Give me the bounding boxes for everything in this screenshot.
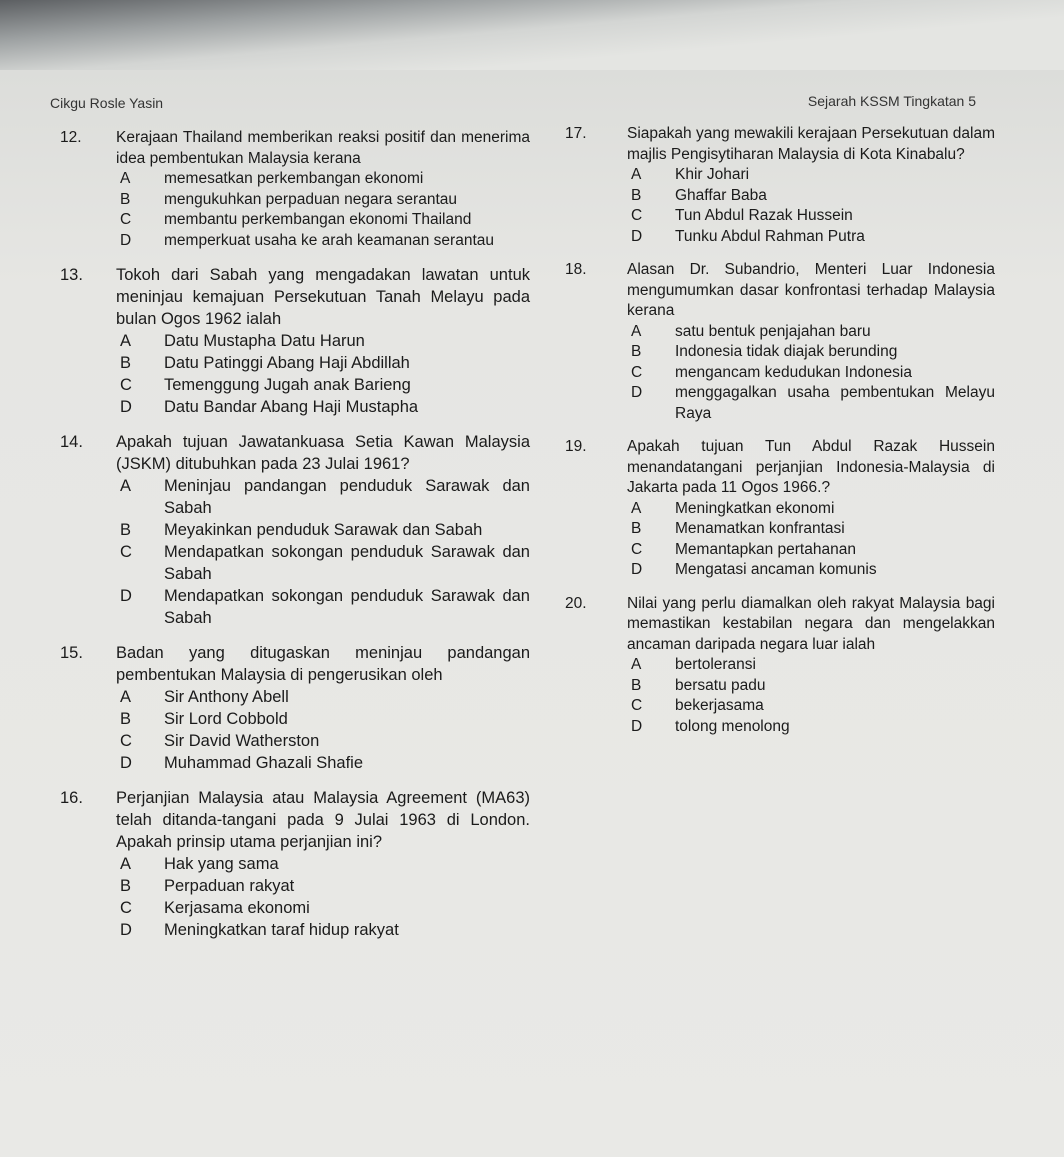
option-text: tolong menolong bbox=[675, 717, 790, 735]
option-d bbox=[116, 585, 530, 629]
question-stem bbox=[565, 260, 995, 322]
option-text: Meyakinkan penduduk Sarawak dan Sabah bbox=[164, 521, 483, 539]
header-subject: Sejarah KSSM Tingkatan 5 bbox=[807, 93, 976, 109]
option-letter: A bbox=[631, 322, 642, 340]
option-text: menggagalkan usaha pembentukan Melayu Raya bbox=[675, 384, 995, 422]
option-text: Datu Mustapha Datu Harun bbox=[164, 332, 365, 350]
option-text: Temenggung Jugah anak Barieng bbox=[164, 376, 411, 394]
option-letter: B bbox=[631, 343, 642, 360]
option-text: Memantapkan pertahanan bbox=[675, 540, 856, 558]
question-20 bbox=[565, 594, 995, 738]
option-b bbox=[116, 352, 530, 374]
option-text: Mendapatkan sokongan penduduk Sarawak dan Sabah bbox=[164, 543, 530, 583]
question-stem bbox=[60, 264, 530, 330]
option-b bbox=[627, 676, 995, 697]
option-text: Menamatkan konfrantasi bbox=[675, 520, 845, 537]
question-14 bbox=[60, 431, 530, 629]
option-a bbox=[627, 655, 995, 676]
option-text: bertoleransi bbox=[675, 656, 756, 673]
question-stem bbox=[60, 128, 530, 169]
option-text: bersatu padu bbox=[675, 676, 766, 694]
option-text: Ghaffar Baba bbox=[675, 186, 767, 204]
answer-options bbox=[627, 322, 995, 425]
question-text: Alasan Dr. Subandrio, Menteri Luar Indonesia mengumumkan dasar konfrontasi terhadap Malaysia kerana bbox=[627, 261, 995, 319]
option-letter: D bbox=[631, 561, 643, 578]
question-text: Apakah tujuan Tun Abdul Razak Hussein menandatangani perjanjian Indonesia-Malaysia di Jakarta pada 11 Ogos 1966.? bbox=[627, 438, 995, 496]
option-d bbox=[627, 560, 995, 581]
question-number: 15. bbox=[60, 644, 83, 662]
option-b bbox=[116, 190, 530, 211]
option-text: Indonesia tidak diajak berunding bbox=[675, 343, 898, 360]
option-letter: C bbox=[631, 540, 643, 558]
option-letter: D bbox=[120, 754, 132, 772]
option-letter: A bbox=[120, 855, 132, 873]
option-letter: C bbox=[120, 376, 132, 394]
option-a bbox=[627, 165, 995, 186]
option-b bbox=[116, 708, 530, 730]
option-b bbox=[116, 875, 530, 897]
option-b bbox=[627, 186, 995, 207]
question-18 bbox=[565, 260, 995, 424]
question-13 bbox=[60, 264, 530, 418]
right-column bbox=[565, 124, 995, 750]
option-letter: A bbox=[631, 499, 642, 517]
option-letter: B bbox=[120, 710, 132, 728]
answer-options bbox=[116, 169, 530, 251]
question-stem bbox=[60, 642, 530, 686]
option-c bbox=[627, 206, 995, 227]
question-number: 16. bbox=[60, 789, 83, 807]
question-text: Kerajaan Thailand memberikan reaksi positif dan menerima idea pembentukan Malaysia kerana bbox=[116, 129, 530, 167]
option-d bbox=[627, 717, 995, 738]
question-text: Nilai yang perlu diamalkan oleh rakyat Malaysia bagi memastikan kestabilan negara dan mengelakkan ancaman daripada negara luar ialah bbox=[627, 594, 995, 653]
option-letter: B bbox=[631, 186, 642, 204]
option-letter: D bbox=[631, 227, 643, 245]
option-c bbox=[116, 541, 530, 585]
option-d bbox=[116, 752, 530, 774]
option-text: mengancam kedudukan Indonesia bbox=[675, 363, 912, 381]
option-d bbox=[627, 227, 995, 248]
option-c bbox=[116, 897, 530, 919]
option-text: mengukuhkan perpaduan negara serantau bbox=[164, 190, 458, 208]
option-text: satu bentuk penjajahan baru bbox=[675, 322, 871, 340]
question-number: 17. bbox=[565, 125, 587, 142]
option-text: Muhammad Ghazali Shafie bbox=[164, 754, 364, 772]
option-d bbox=[116, 396, 530, 418]
option-letter: D bbox=[631, 717, 643, 735]
question-text: Badan yang ditugaskan meninjau pandangan pembentukan Malaysia di pengerusikan oleh bbox=[116, 644, 530, 684]
option-letter: D bbox=[120, 231, 132, 249]
question-stem bbox=[60, 431, 530, 475]
option-letter: B bbox=[120, 877, 132, 895]
option-c bbox=[627, 540, 995, 561]
option-text: Meningkatkan ekonomi bbox=[675, 499, 835, 517]
question-text: Tokoh dari Sabah yang mengadakan lawatan untuk meninjau kemajuan Persekutuan Tanah Melayu pada bulan Ogos 1962 ialah bbox=[116, 266, 530, 328]
option-a bbox=[627, 322, 995, 343]
option-letter: C bbox=[631, 363, 643, 381]
answer-options bbox=[116, 475, 530, 629]
option-letter: B bbox=[120, 190, 131, 208]
option-b bbox=[627, 342, 995, 363]
option-letter: C bbox=[120, 543, 132, 561]
option-letter: D bbox=[120, 398, 132, 416]
option-a bbox=[116, 853, 530, 875]
question-number: 13. bbox=[60, 266, 83, 284]
question-16 bbox=[60, 787, 530, 941]
question-stem bbox=[60, 787, 530, 853]
option-text: memesatkan perkembangan ekonomi bbox=[164, 170, 424, 187]
question-stem bbox=[565, 594, 995, 656]
option-d bbox=[627, 383, 995, 424]
option-text: Datu Bandar Abang Haji Mustapha bbox=[164, 398, 419, 416]
option-text: Sir David Watherston bbox=[164, 732, 320, 750]
option-b bbox=[116, 519, 530, 541]
option-text: Mendapatkan sokongan penduduk Sarawak dan Sabah bbox=[164, 587, 530, 627]
option-c bbox=[116, 374, 530, 396]
question-number: 12. bbox=[60, 129, 82, 146]
option-text: membantu perkembangan ekonomi Thailand bbox=[164, 211, 472, 228]
option-letter: D bbox=[120, 921, 132, 939]
option-letter: A bbox=[120, 170, 131, 187]
option-c bbox=[627, 363, 995, 384]
option-d bbox=[116, 919, 530, 941]
question-text: Siapakah yang mewakili kerajaan Persekutuan dalam majlis Pengisytiharan Malaysia di Kota Kinabalu? bbox=[627, 125, 995, 163]
option-letter: A bbox=[120, 688, 132, 706]
question-text: Perjanjian Malaysia atau Malaysia Agreement (MA63) telah ditanda-tangani pada 9 Julai 1963 di London. Apakah prinsip utama perjanjian ini? bbox=[116, 789, 530, 851]
option-letter: C bbox=[120, 211, 132, 228]
option-letter: B bbox=[120, 521, 132, 539]
question-stem bbox=[565, 437, 995, 499]
option-a bbox=[116, 475, 530, 519]
option-letter: C bbox=[120, 899, 132, 917]
question-text: Apakah tujuan Jawatankuasa Setia Kawan Malaysia (JSKM) ditubuhkan pada 23 Julai 1961? bbox=[116, 433, 530, 473]
option-a bbox=[116, 169, 530, 190]
option-letter: B bbox=[120, 354, 132, 372]
option-text: memperkuat usaha ke arah keamanan serantau bbox=[164, 231, 495, 249]
option-a bbox=[116, 686, 530, 708]
option-letter: D bbox=[120, 587, 132, 605]
option-text: Meningkatkan taraf hidup rakyat bbox=[164, 921, 399, 939]
option-c bbox=[116, 210, 530, 231]
option-letter: A bbox=[120, 332, 132, 350]
option-text: Khir Johari bbox=[675, 166, 750, 183]
option-a bbox=[116, 330, 530, 352]
option-text: Kerjasama ekonomi bbox=[164, 899, 310, 917]
option-c bbox=[116, 730, 530, 752]
option-text: Sir Lord Cobbold bbox=[164, 710, 288, 728]
option-letter: A bbox=[631, 166, 642, 183]
header-author: Cikgu Rosle Yasin bbox=[50, 95, 164, 111]
option-letter: C bbox=[631, 697, 643, 714]
option-letter: A bbox=[631, 656, 642, 673]
option-text: Hak yang sama bbox=[164, 855, 279, 873]
left-column bbox=[60, 128, 530, 954]
answer-options bbox=[627, 499, 995, 581]
option-c bbox=[627, 696, 995, 717]
question-stem bbox=[565, 124, 995, 165]
option-letter: C bbox=[120, 732, 132, 750]
question-number: 19. bbox=[565, 438, 587, 455]
option-text: Meninjau pandangan penduduk Sarawak dan Sabah bbox=[164, 477, 530, 517]
answer-options bbox=[627, 165, 995, 247]
question-12 bbox=[60, 128, 530, 251]
answer-options bbox=[627, 655, 995, 737]
question-17 bbox=[565, 124, 995, 247]
question-number: 18. bbox=[565, 261, 587, 278]
question-19 bbox=[565, 437, 995, 581]
option-text: Tunku Abdul Rahman Putra bbox=[675, 227, 865, 245]
option-text: Sir Anthony Abell bbox=[164, 688, 289, 706]
option-letter: D bbox=[631, 384, 643, 401]
option-letter: A bbox=[120, 477, 132, 495]
question-15 bbox=[60, 642, 530, 774]
option-text: Tun Abdul Razak Hussein bbox=[675, 207, 853, 224]
answer-options bbox=[116, 330, 530, 418]
option-text: bekerjasama bbox=[675, 697, 764, 714]
option-letter: B bbox=[631, 520, 642, 537]
option-text: Mengatasi ancaman komunis bbox=[675, 561, 877, 578]
option-a bbox=[627, 499, 995, 520]
question-number: 20. bbox=[565, 594, 587, 612]
option-letter: B bbox=[631, 676, 642, 694]
option-b bbox=[627, 519, 995, 540]
answer-options bbox=[116, 853, 530, 941]
option-text: Datu Patinggi Abang Haji Abdillah bbox=[164, 354, 410, 372]
option-d bbox=[116, 231, 530, 252]
option-letter: C bbox=[631, 207, 643, 224]
question-number: 14. bbox=[60, 433, 83, 451]
answer-options bbox=[116, 686, 530, 774]
option-text: Perpaduan rakyat bbox=[164, 877, 295, 895]
